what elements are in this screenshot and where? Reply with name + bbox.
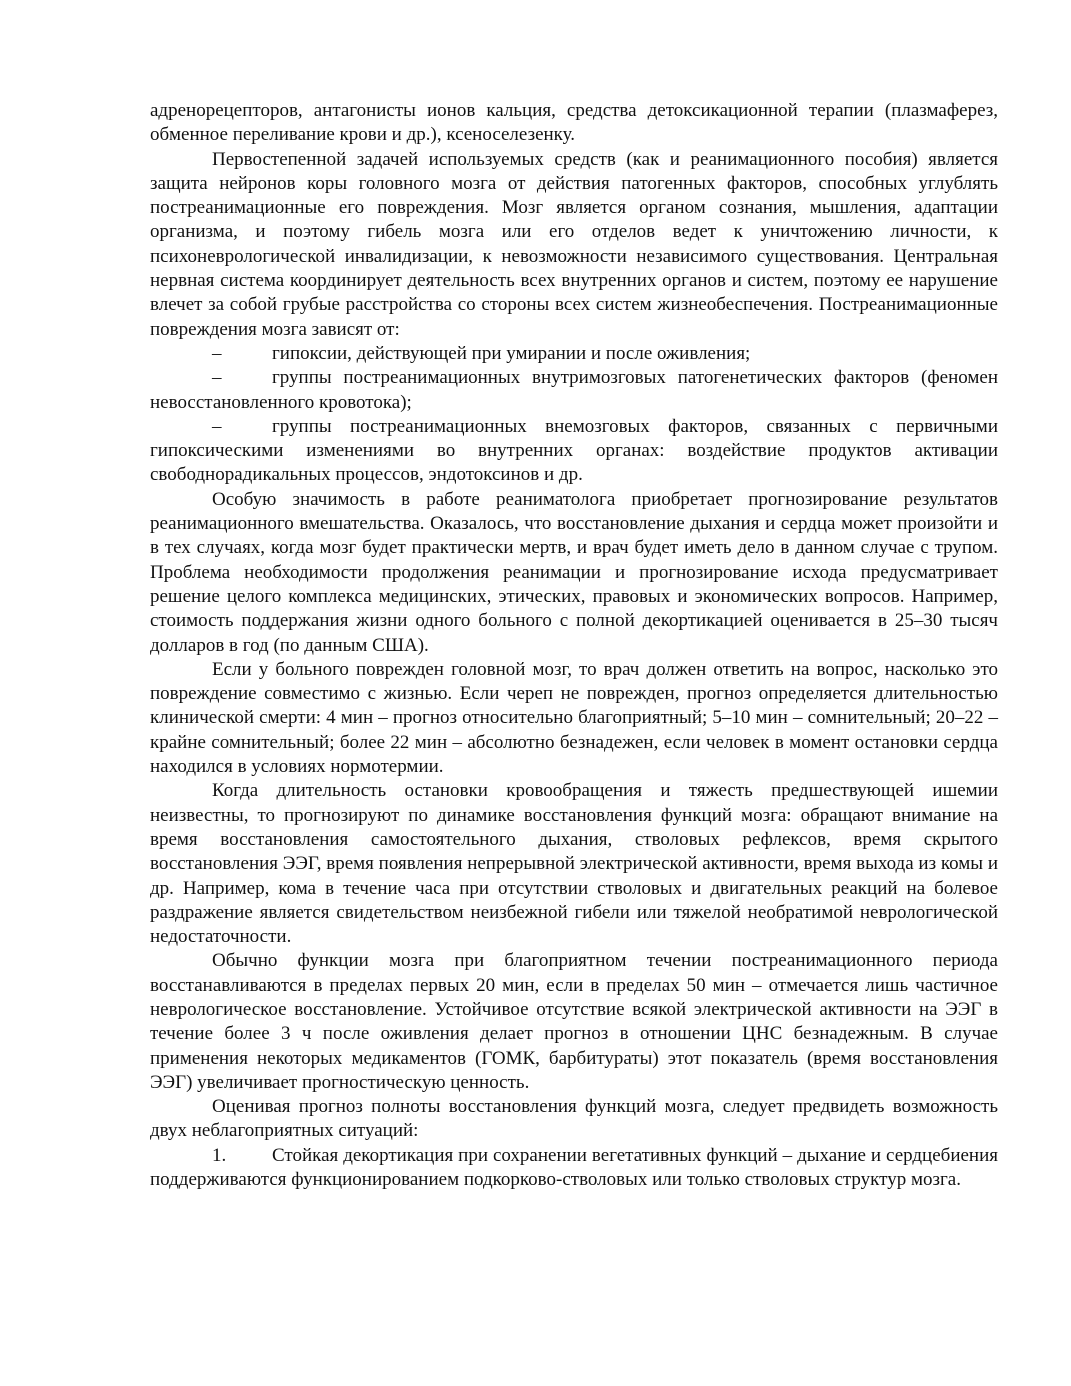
paragraph-brain-damage: Если у больного поврежден головной мозг, то врач должен ответить на вопрос, насколько это повреждение совместимо с жизнью. Если череп не поврежден, прогноз определяется длительностью клинической смерти: 4 мин – прогноз относительно благоприятный; 5–10 мин – сомнительный; 20–22 – крайне сомнительный; более 22 мин – абсолютно безнадежен, если человек в момент остановки сердца находился в условиях нормотермии. (150, 658, 998, 778)
numbered-list (150, 1144, 998, 1193)
list-item-text: гипоксии, действующей при умирании и после оживления; (272, 342, 751, 364)
list-item (150, 366, 998, 415)
paragraph-dynamics: Когда длительность остановки кровообращения и тяжесть предшествующей ишемии неизвестны, то прогнозируют по динамике восстановления функций мозга: обращают внимание на время восстановления самостоятельного дыхания, стволовых рефлексов, время скрытого восстановления ЭЭГ, время появления непрерывной электрической активности, время выхода из комы и др. Например, кома в течение часа при отсутствии стволовых и двигательных реакций на болевое раздражение является свидетельством неизбежной гибели или тяжелой необратимой неврологической недостаточности. (150, 780, 998, 948)
list-item (150, 342, 998, 366)
dash-marker: – (212, 342, 222, 364)
list-item-text: группы постреанимационных внемозговых факторов, связанных с первичными гипоксическими изменениями во внутренних органах: воздействие продуктов активации свободнорадикальных процессов, эндотоксинов и др. (150, 415, 998, 486)
dash-marker: – (212, 415, 222, 437)
paragraph-prognosis: Особую значимость в работе реаниматолога приобретает прогнозирование результатов реанимационного вмешательства. Оказалось, что восстановление дыхания и сердца может произойти и в тех случаях, когда мозг будет практически мертв, и врач будет иметь дело в данном случае с трупом. Проблема необходимости продолжения реанимации и прогнозирование исхода предусматривает решение целого комплекса медицинских, этических, правовых и экономических вопросов. Например, стоимость поддержания жизни одного больного с полной декортикацией оценивается в 25–30 тысяч долларов в год (по данным США). (150, 488, 998, 656)
dash-list (150, 342, 998, 488)
paragraph-brain-protection: Первостепенной задачей используемых средств (как и реанимационного пособия) является защита нейронов коры головного мозга от действия патогенных факторов, способных углублять постреанимационные его повреждения. Мозг является органом сознания, мышления, адаптации организма, и поэтому гибель мозга или его отделов ведет к уничтожению личности, к психоневрологической инвалидизации, к невозможности независимого существования. Центральная нервная система координирует деятельность всех внутренних органов и систем, поэтому ее нарушение влечет за собой грубые расстройства со стороны всех систем жизнеобеспечения. Постреанимационные повреждения мозга зависят от: (150, 148, 998, 340)
document-page (150, 99, 998, 1192)
numbered-item-text: Стойкая декортикация при сохранении вегетативных функций – дыхание и сердцебиения поддерживаются функционированием подкорково-стволовых или только стволовых структур мозга. (150, 1144, 998, 1191)
paragraph-recovery: Обычно функции мозга при благоприятном течении постреанимационного периода восстанавливаются в пределах первых 20 мин, если в пределах 50 мин – отмечается лишь частичное неврологическое восстановление. Устойчивое отсутствие всякой электрической активности на ЭЭГ в течение более 3 ч после оживления делает прогноз в отношении ЦНС безнадежным. В случае применения некоторых медикаментов (ГОМК, барбитураты) этот показатель (время восстановления ЭЭГ) увеличивает прогностическую ценность. (150, 950, 998, 1093)
dash-marker: – (212, 367, 222, 389)
paragraph-continued: адренорецепторов, антагонисты ионов кальция, средства детоксикационной терапии (плазмаферез, обменное переливание крови и др.), ксеноселезенку. (150, 100, 998, 146)
item-number: 1. (212, 1144, 227, 1166)
numbered-item (150, 1144, 998, 1193)
paragraph-situations: Оценивая прогноз полноты восстановления функций мозга, следует предвидеть возможность двух неблагоприятных ситуаций: (150, 1096, 998, 1142)
list-item-text: группы постреанимационных внутримозговых патогенетических факторов (феномен невосстановленного кровотока); (150, 367, 998, 413)
list-item (150, 415, 998, 488)
